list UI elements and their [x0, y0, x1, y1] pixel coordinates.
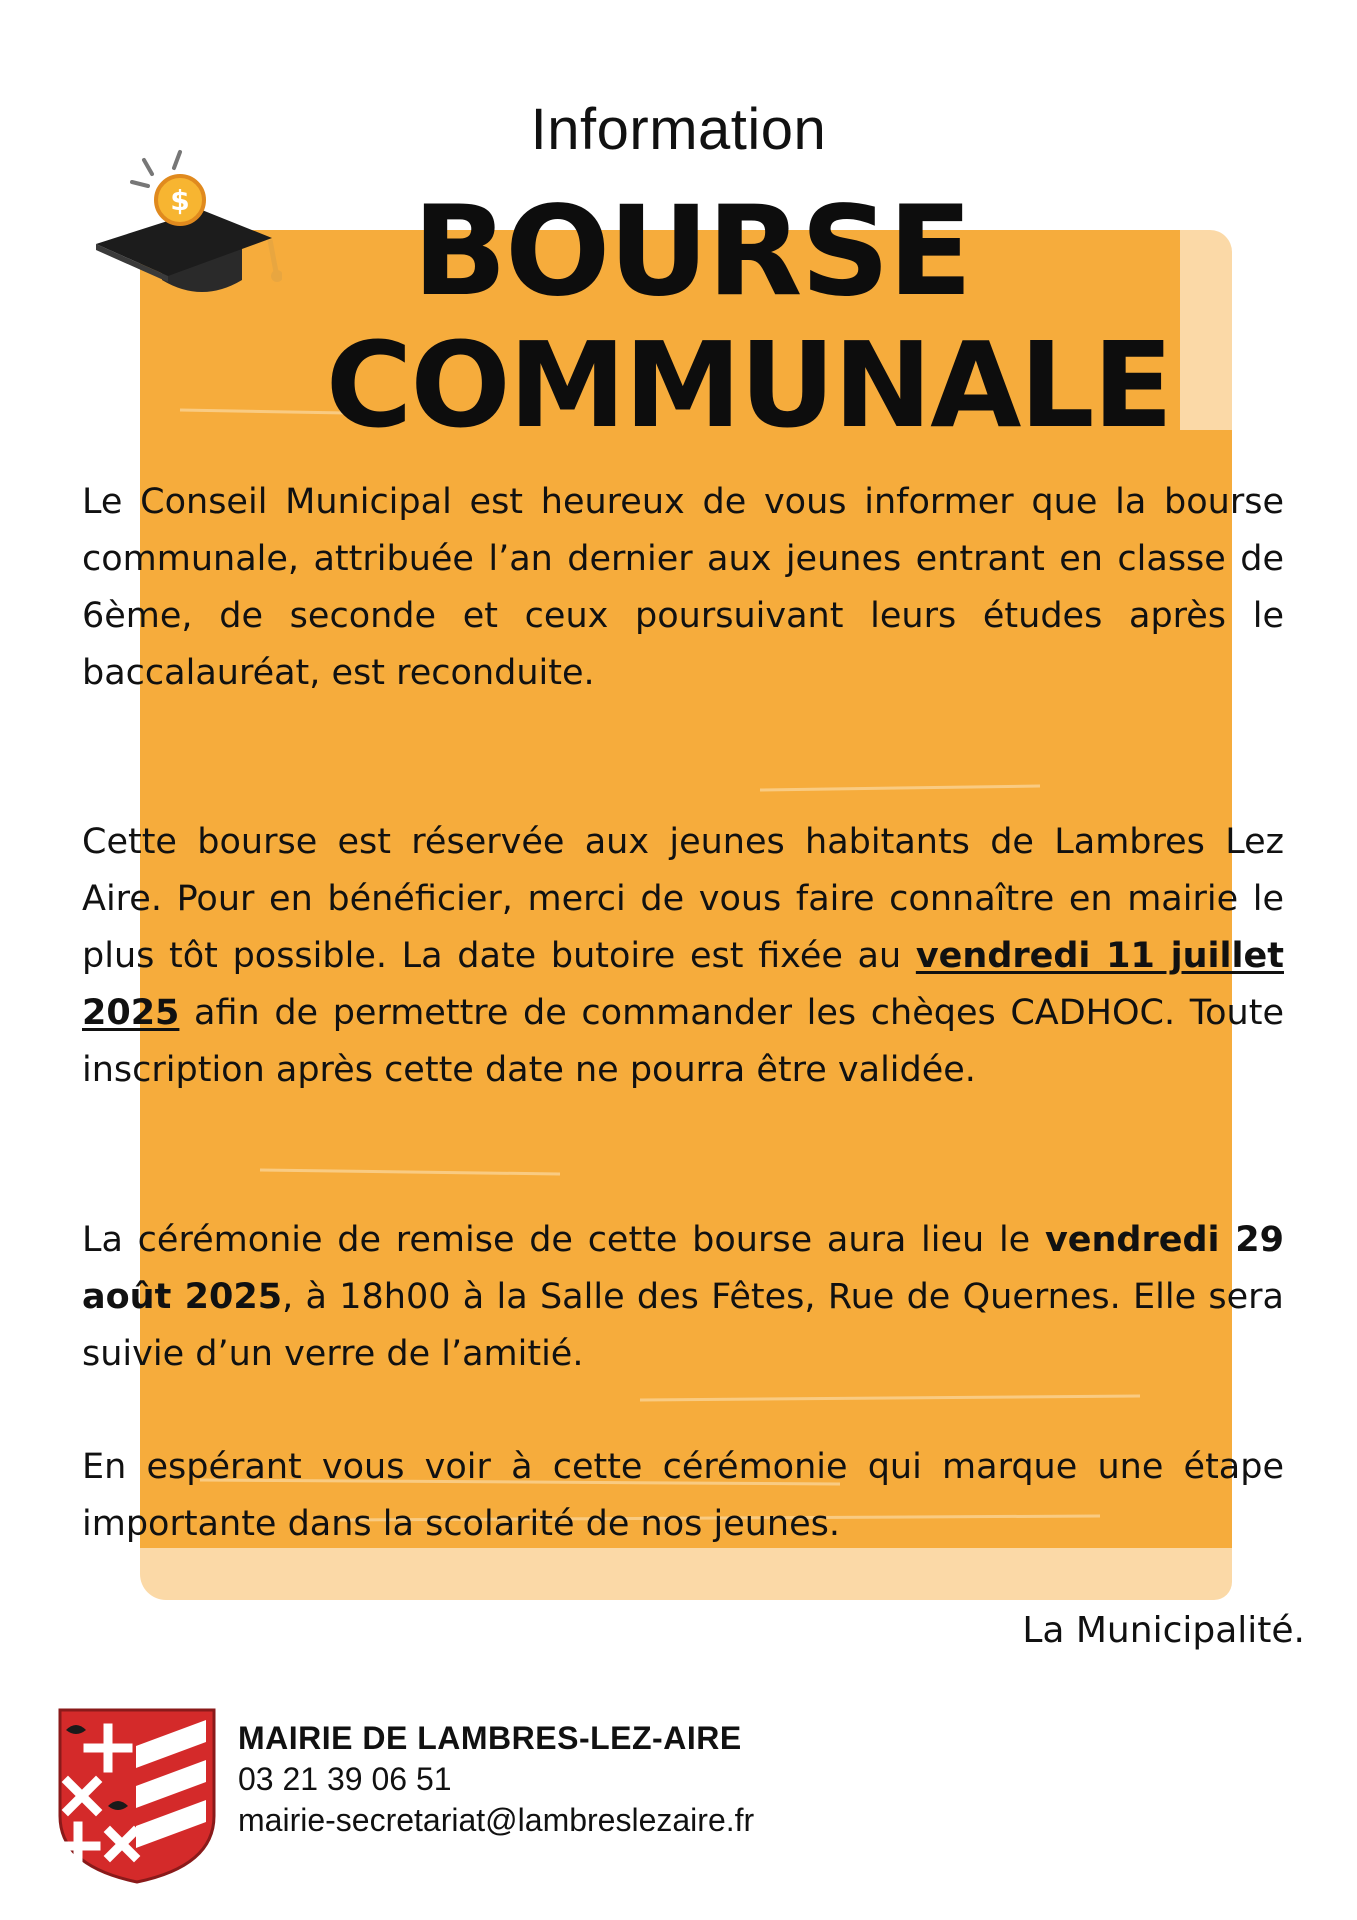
paragraph-ceremony-start: La cérémonie de remise de cette bourse aura lieu le — [82, 1220, 1045, 1260]
email-address: mairie-secretariat@lambreslezaire.fr — [238, 1802, 755, 1838]
paragraph-intro: Le Conseil Municipal est heureux de vous informer que la bourse communale, attribuée l’an dernier aux jeunes entrant en classe de 6ème, de seconde et ceux poursuivant leurs études après le baccalauréat, est reconduite. — [82, 482, 1284, 693]
paragraph-eligibility-start: Cette bourse est réservée aux jeunes habitants de Lambres Lez Aire. Pour en bénéficier, merci de vous faire connaître en mairie le plus tôt possible. La date butoire est fixée au — [82, 822, 1284, 976]
signature: La Municipalité. — [1022, 1610, 1305, 1651]
coat-of-arms-logo — [56, 1706, 218, 1890]
title-line-bourse: BOURSE — [412, 180, 971, 324]
information-heading: Information — [530, 97, 827, 162]
ceremony-date: vendredi 29 août 2025 — [82, 1220, 1285, 1317]
paragraph-ceremony-end: , à 18h00 à la Salle des Fêtes, Rue de Quernes. Elle sera suivie d’un verre de l’amitié. — [82, 1277, 1284, 1374]
paragraph-closing: En espérant vous voir à cette cérémonie qui marque une étape importante dans la scolarité de nos jeunes. — [82, 1447, 1284, 1544]
paragraph-eligibility-end: afin de permettre de commander les chèqes CADHOC. Toute inscription après cette date ne pourra être validée. — [82, 993, 1284, 1090]
phone-number: 03 21 39 06 51 — [238, 1761, 452, 1797]
paragraph-ceremony — [82, 1212, 1284, 1383]
contact-block — [238, 1720, 754, 1843]
title-line-communale: COMMUNALE — [325, 316, 1172, 454]
mairie-name: MAIRIE DE LAMBRES-LEZ-AIRE — [238, 1720, 742, 1756]
paragraph-eligibility — [82, 814, 1284, 1099]
svg-text:$: $ — [170, 184, 190, 217]
deadline-date: vendredi 11 juillet 2025 — [82, 936, 1284, 1033]
